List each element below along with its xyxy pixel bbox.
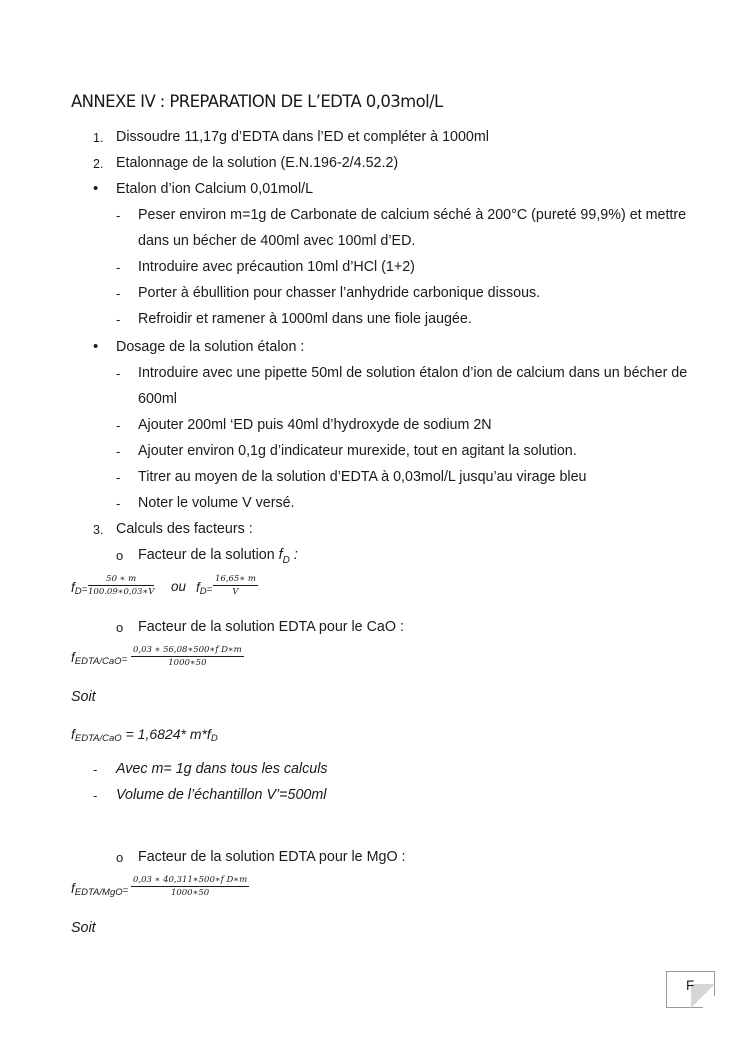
- soit-label: Soit: [71, 689, 96, 705]
- circle-marker: o: [116, 850, 124, 865]
- soit-label: Soit: [71, 920, 96, 936]
- fraction-denominator: 1000∗50: [170, 888, 210, 898]
- fraction-numerator: 0,03 ∗ 40,311∗500∗f D∗m: [133, 875, 248, 885]
- circle-marker: o: [116, 620, 124, 635]
- list-item: dans un bécher de 400ml avec 100ml d’ED.: [138, 233, 416, 249]
- factor-d-label: Facteur de la solution $f_D$ :: [138, 547, 298, 566]
- circle-marker: o: [116, 548, 124, 563]
- or-word: ou: [171, 579, 187, 594]
- list-item: Porter à ébullition pour chasser l’anhydride carbonique dissous.: [138, 285, 541, 301]
- step-1-marker: 1.: [93, 131, 104, 145]
- fraction-denominator: V: [232, 587, 239, 597]
- fraction-mgo: [131, 875, 249, 898]
- page-title: ANNEXE IV : PREPARATION DE L’EDTA 0,03mol/L: [71, 92, 443, 111]
- factor-mgo-symbol: $f_{EDTA/MgO}=$: [71, 881, 129, 898]
- dash-marker: -: [116, 496, 121, 511]
- fraction-cao: [131, 645, 244, 668]
- page-fold-icon: [691, 984, 715, 1008]
- bullet-marker: •: [93, 180, 99, 197]
- fraction-denominator: 1000∗50: [168, 658, 207, 668]
- step-3-marker: 3.: [93, 523, 104, 537]
- fraction-numerator: 50 ∗ m: [88, 574, 154, 586]
- factor-d-symbol: $f_D=$: [71, 580, 88, 597]
- fraction-numerator: 16,65∗ m: [215, 574, 256, 584]
- step-2-text: Etalonnage de la solution (E.N.196-2/4.52.2): [116, 155, 399, 171]
- dash-marker: -: [116, 444, 121, 459]
- dash-marker: -: [116, 418, 121, 433]
- fraction-numerator: 0,03 ∗ 56,08∗500∗f D∗m: [133, 645, 242, 655]
- list-item: Introduire avec précaution 10ml d’HCl (1+2): [138, 259, 415, 275]
- note-item: Avec m= 1g dans tous les calculs: [116, 761, 328, 777]
- dash-marker: -: [116, 208, 121, 223]
- bullet-2-text: Dosage de la solution étalon :: [116, 339, 305, 355]
- factor-mgo-label: Facteur de la solution EDTA pour le MgO :: [138, 849, 406, 865]
- list-item: 600ml: [138, 391, 177, 407]
- step-3-text: Calculs des facteurs :: [116, 521, 253, 537]
- list-item: Peser environ m=1g de Carbonate de calcium séché à 200°C (pureté 99,9%) et mettre: [138, 207, 687, 223]
- factor-d-symbol-alt: $f_D=$: [196, 580, 213, 597]
- factor-cao-symbol: $f_{EDTA/CaO}=$: [71, 650, 128, 667]
- list-item: Refroidir et ramener à 1000ml dans une fiole jaugée.: [138, 311, 472, 327]
- bullet-marker: •: [93, 338, 99, 355]
- page-letter: F: [686, 978, 695, 993]
- list-item: Ajouter 200ml ‘ED puis 40ml d’hydroxyde de sodium 2N: [138, 417, 492, 433]
- step-1-text: Dissoudre 11,17g d’EDTA dans l’ED et compléter à 1000ml: [116, 129, 489, 145]
- list-item: Titrer au moyen de la solution d’EDTA à 0,03mol/L jusqu’au virage bleu: [138, 469, 587, 485]
- factor-cao-result: $f_{EDTA/CaO} = 1,6824*$ $m*f_D$: [71, 726, 218, 744]
- dash-marker: -: [116, 286, 121, 301]
- fraction-fd-2: [213, 574, 258, 597]
- note-item: Volume de l’échantillon V’=500ml: [116, 787, 327, 803]
- step-2-marker: 2.: [93, 157, 104, 171]
- dash-marker: -: [116, 312, 121, 327]
- page-marker-box: [666, 971, 715, 1008]
- dash-marker: -: [116, 260, 121, 275]
- dash-marker: -: [116, 470, 121, 485]
- fraction-fd-1: [88, 574, 154, 597]
- list-item: Ajouter environ 0,1g d’indicateur murexide, tout en agitant la solution.: [138, 443, 577, 459]
- list-item: Noter le volume V versé.: [138, 495, 295, 511]
- fraction-denominator: 100.09∗0,03∗V: [88, 587, 155, 597]
- bullet-1-text: Etalon d’ion Calcium 0,01mol/L: [116, 181, 314, 197]
- dash-marker: -: [93, 762, 98, 777]
- dash-marker: -: [93, 788, 98, 803]
- factor-cao-label: Facteur de la solution EDTA pour le CaO :: [138, 619, 404, 635]
- dash-marker: -: [116, 366, 121, 381]
- list-item: Introduire avec une pipette 50ml de solution étalon d’ion de calcium dans un bécher de: [138, 365, 688, 381]
